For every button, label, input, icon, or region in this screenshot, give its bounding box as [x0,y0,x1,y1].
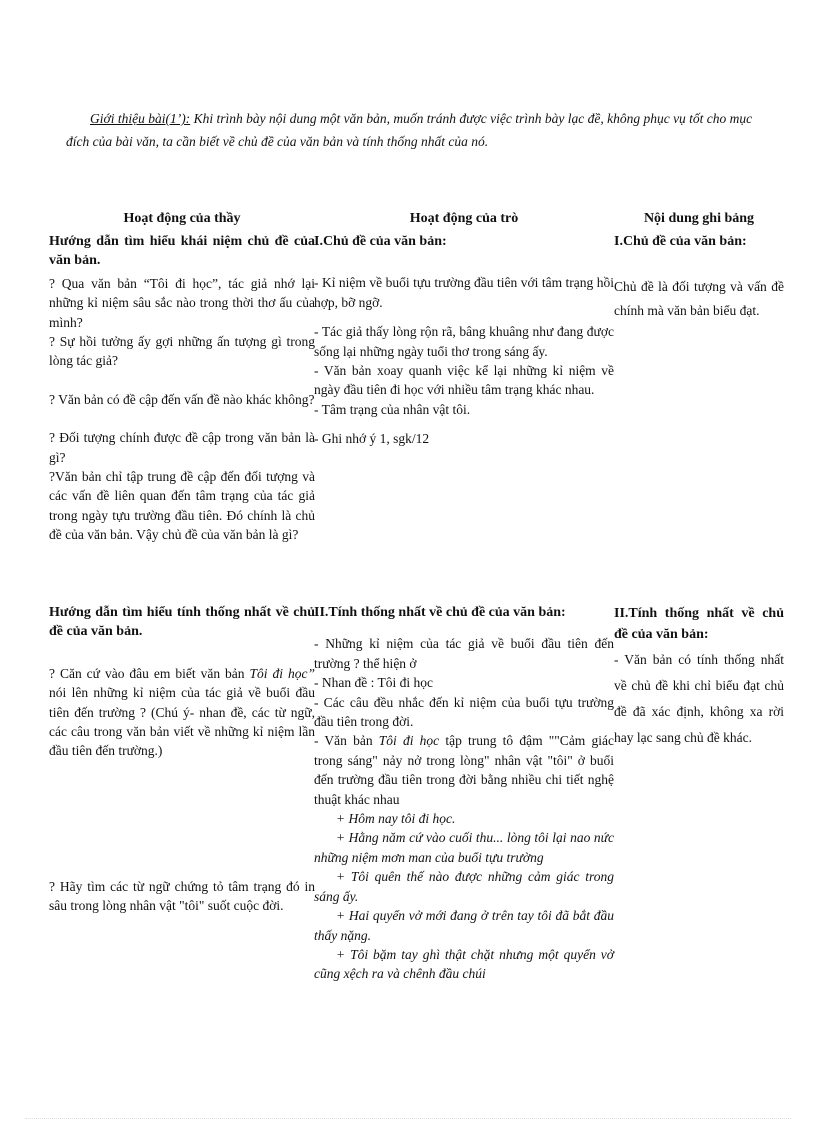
section1-teacher-title: Hướng dẫn tìm hiểu khái niệm chủ đề của văn bản. [49,234,315,269]
section2-student-a4-part2: tập trung tô đậm ""Cảm giác trong sáng" nảy nở trong lòng" nhân vật "tôi" ở buổi đến trường đầu tiên trong đời bằng nhiều chi tiết nghệ thuật khác nhau [314,733,614,807]
section1-board-column [614,232,784,322]
section2-teacher-q2: ? Hãy tìm các từ ngữ chứng tỏ tâm trạng đó in sâu trong lòng nhân vật "tôi" suốt cuộc đời. [49,878,315,914]
section2-student-column [314,603,614,984]
section2-student-quote4: + Hai quyển vở mới đang ở trên tay tôi đã bắt đầu thấy nặng. [314,908,614,943]
section2-teacher-q1-part2: nói lên những kỉ niệm của tác giả về buổi đầu tiên đến trường ? (Chú ý- nhan đề, các từ ngữ, các câu trong văn bản viết về những kỉ niệm lần đầu tiên đến trường.) [49,685,315,759]
intro-label: Giới thiệu bài(1’): [90,111,191,126]
section2-teacher-column [49,603,315,916]
section1-board-title: I.Chủ đề của văn bản: [614,234,747,249]
section1-student-a3: - Văn bản xoay quanh việc kể lại những kỉ niệm về ngày đầu tiên đi học với nhiều tâm trạng khác nhau. [314,363,614,398]
intro-text: Khi trình bày nội dung một văn bản, muốn tránh được việc trình bày lạc đề, không phục vụ tốt cho mục đích của bài văn, ta cần biết về chủ đề của văn bản và tính thống nhất của nó. [66,111,753,149]
section1-teacher-q3: ? Văn bản có đề cập đến vấn đề nào khác không? [49,391,315,407]
section1-teacher-q2: ? Sự hồi tưởng ấy gợi những ấn tượng gì trong lòng tác giả? [49,334,315,369]
section2-student-quote5: + Tôi bặm tay ghì thật chặt nhưng một quyển vở cũng xệch ra và chênh đầu chúi [314,946,614,982]
header-teacher: Hoạt động của thầy [123,211,241,226]
section2-board-column [614,603,784,751]
section2-student-a3: - Các câu đều nhắc đến kỉ niệm của buổi tựu trường đầu tiên trong đời. [314,694,614,730]
section1-student-title: I.Chủ đề của văn bản: [314,234,447,249]
section2-teacher-q1-part1: ? Căn cứ vào đâu em biết văn bản [49,665,250,681]
section1-teacher-column [49,232,315,545]
section2-student-a4 [314,731,614,809]
section2-board-text: - Văn bản có tính thống nhất về chủ đề khi chỉ biểu đạt chủ đề đã xác định, không xa rời hay lạc sang chủ đề khác. [614,652,784,745]
section2-student-quote2: + Hằng năm cứ vào cuối thu... lòng tôi lại nao nức những niệm mơn man của buổi tựu trường [314,830,614,865]
section1-student-column [314,232,614,449]
section2-student-a2: - Nhan đề : Tôi đi học [314,675,433,691]
section1-student-a4: - Tâm trạng của nhân vật tôi. [314,401,471,417]
header-board: Nội dung ghi bảng [643,211,755,226]
section2-teacher-q1-title: Tôi đi học” [249,665,315,681]
intro-paragraph [66,107,756,153]
section2-student-a4-title: Tôi đi học [378,733,440,749]
section2-teacher-title: Hướng dẫn tìm hiểu tính thống nhất về chủ đề của văn bản. [49,605,315,640]
section1-student-a1: - Kỉ niệm về buổi tựu trường đầu tiên với tâm trạng hồi hợp, bỡ ngỡ. [314,275,614,310]
section2-student-a1: - Những kỉ niệm của tác giả về buổi đầu tiên đến trường ? thể hiện ở [314,636,614,671]
section2-teacher-q1 [49,664,315,761]
section2-student-title: II.Tính thống nhất về chủ đề của văn bản: [314,605,566,620]
section1-student-a5: - Ghi nhớ ý 1, sgk/12 [314,431,430,447]
page-bottom-divider [25,1118,791,1119]
section1-teacher-q5: ?Văn bản chỉ tập trung đề cập đến đối tượng và các vấn đề liên quan đến tâm trạng của tác giả trong ngày tựu trường đầu tiên. Đó chính là chủ đề của văn bản. Vậy chủ đề của văn bản là gì? [49,469,315,543]
section2-board-title: II.Tính thống nhất về chủ đề của văn bản: [614,606,784,642]
section1-student-a2: - Tác giả thấy lòng rộn rã, bâng khuâng như đang được sống lại những ngày tuổi thơ trong sáng ấy. [314,324,614,359]
section1-teacher-q4: ? Đối tượng chính được đề cập trong văn bản là gì? [49,430,315,465]
section2-student-a4-part1: - Văn bản [314,733,379,749]
section1-board-text: Chủ đề là đối tượng và vấn đề chính mà văn bản biểu đạt. [614,279,784,318]
section2-student-quote3: + Tôi quên thế nào được những cảm giác trong sáng ấy. [314,869,614,904]
header-student: Hoạt động của trò [409,211,519,226]
section2-student-quote1: + Hôm nay tôi đi học. [336,811,456,827]
section1-teacher-q1: ? Qua văn bản “Tôi đi học”, tác giả nhớ lại những kỉ niệm sâu sắc nào trong thời thơ ấu của mình? [49,275,315,330]
